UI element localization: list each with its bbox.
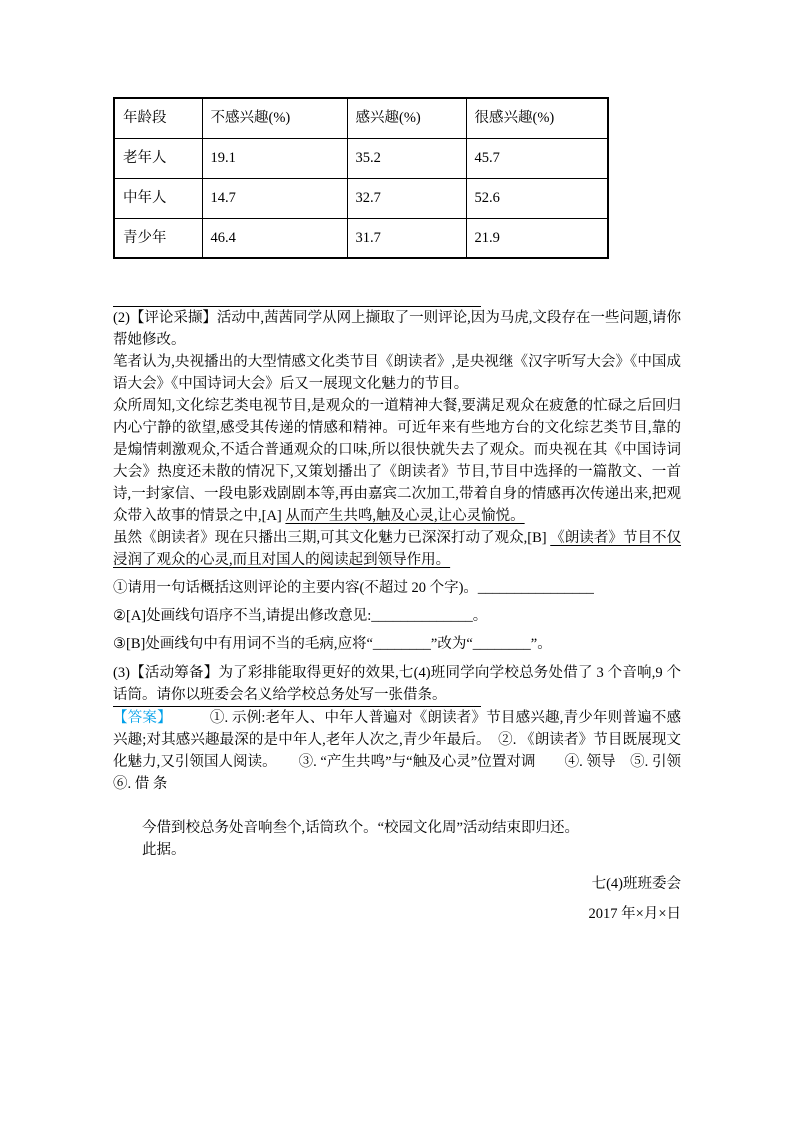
table-cell: 52.6 bbox=[466, 178, 608, 218]
review-paragraph-3-plain: 虽然《朗读者》现在只播出三期,可其文化魅力已深深打动了观众,[B] bbox=[113, 530, 551, 546]
answer-label: 【答案】 bbox=[113, 710, 172, 726]
question-item-1: ①请用一句话概括这则评论的主要内容(不超过 20 个字)。________________ bbox=[113, 580, 594, 596]
task-3-intro: (3)【活动筹备】为了彩排能取得更好的效果,七(4)班同学向学校总务处借了 3 个音响,9 个话筒。请你以班委会名义给学校总务处写一张借条。 bbox=[113, 665, 681, 703]
table-row bbox=[114, 178, 608, 218]
answer-section bbox=[113, 707, 696, 925]
table-row bbox=[114, 218, 608, 258]
table-header-age-group: 年龄段 bbox=[114, 98, 202, 138]
table-header-not-interested: 不感兴趣(%) bbox=[202, 98, 347, 138]
date-line: 2017 年×月×日 bbox=[588, 906, 681, 922]
table-cell: 中年人 bbox=[114, 178, 202, 218]
table-header-very-interested: 很感兴趣(%) bbox=[466, 98, 608, 138]
review-paragraph-3 bbox=[113, 527, 681, 571]
table-cell: 35.2 bbox=[347, 138, 466, 178]
table-header-interested: 感兴趣(%) bbox=[347, 98, 466, 138]
answer-body bbox=[113, 707, 696, 795]
table-cell: 45.7 bbox=[466, 138, 608, 178]
table-cell: 31.7 bbox=[347, 218, 466, 258]
review-paragraph-1: 笔者认为,央视播出的大型情感文化类节目《朗读者》,是央视继《汉字听写大会》《中国成语大会》《中国诗词大会》后又一展现文化魅力的节目。 bbox=[113, 354, 681, 392]
table-cell: 14.7 bbox=[202, 178, 347, 218]
table-cell: 32.7 bbox=[347, 178, 466, 218]
question-item-3: ③[B]处画线句中有用词不当的毛病,应将“________”改为“________”。 bbox=[113, 636, 552, 652]
question-item-2: ②[A]处画线句语序不当,请提出修改意见:______________。 bbox=[113, 608, 488, 624]
table-cell: 46.4 bbox=[202, 218, 347, 258]
borrow-note-line-1: 今借到校总务处音响叁个,话筒玖个。“校园文化周”活动结束即归还。 bbox=[142, 820, 579, 836]
task-2-intro: (2)【评论采撷】活动中,茜茜同学从网上撷取了一则评论,因为马虎,文段存在一些问题,请你帮她修改。 bbox=[113, 310, 681, 348]
review-paragraph-2 bbox=[113, 395, 681, 527]
underlined-sentence-b: 《朗读者》节目不仅浸润了观众的心灵,而且对国人的阅读起到领导作用。 bbox=[113, 530, 682, 568]
underlined-sentence-a: 从而产生共鸣,触及心灵,让心灵愉悦。 bbox=[285, 508, 525, 524]
table-cell: 老年人 bbox=[114, 138, 202, 178]
table-row bbox=[114, 138, 608, 178]
table-header-row bbox=[114, 98, 608, 138]
interest-survey-table bbox=[113, 97, 609, 259]
answer-items: ①. 示例:老年人、中年人普遍对《朗读者》节目感兴趣,青少年则普遍不感兴趣;对其感兴趣最深的是中年人,老年人次之,青少年最后。 ②. 《朗读者》节目既展现文化魅力,又引领国人阅读。 ③. “产生共鸣”与“触及心灵”位置对调 ④. 领导 ⑤. 引领 ⑥. 借 条 bbox=[113, 710, 696, 792]
table-cell: 21.9 bbox=[466, 218, 608, 258]
table-cell: 青少年 bbox=[114, 218, 202, 258]
borrow-note-line-2: 此据。 bbox=[142, 842, 186, 858]
signature-line: 七(4)班班委会 bbox=[591, 876, 681, 892]
review-paragraph-2-plain: 众所周知,文化综艺类电视节目,是观众的一道精神大餐,要满足观众在疲惫的忙碌之后回归内心宁静的欲望,感受其传递的情感和精神。可近年来有些地方台的文化综艺类节目,靠的是煽情刺激观众,不适合普通观众的口味,所以很快就失去了观众。而央视在其《中国诗词大会》热度还未散的情况下,又策划播出了《朗读者》节目,节目中选择的一篇散文、一首诗,一封家信、一段电影戏剧剧本等,再由嘉宾二次加工,带着自身的情感再次传递出来,把观众带入故事的情景之中,[A] bbox=[113, 398, 681, 524]
table-cell: 19.1 bbox=[202, 138, 347, 178]
